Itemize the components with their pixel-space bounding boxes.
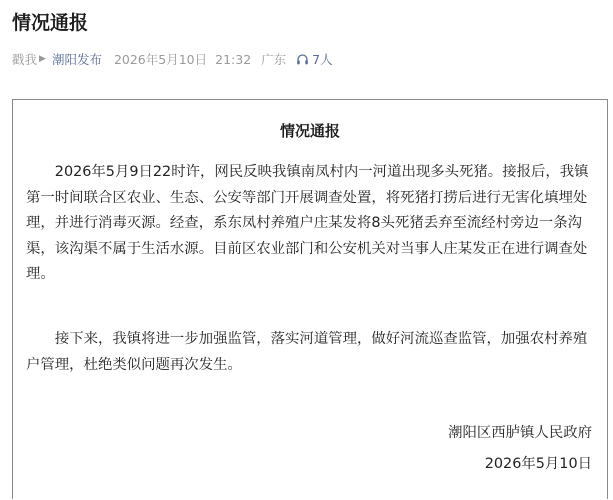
page-title: 情况通报 — [12, 12, 89, 34]
signature-organization: 潮阳区西胪镇人民政府 — [448, 425, 592, 441]
source-label[interactable]: 戳我 — [12, 52, 38, 67]
listen-button[interactable] — [296, 50, 332, 68]
publish-region: 广东 — [261, 52, 287, 67]
publish-time: 21:32 — [215, 51, 252, 67]
signature-date: 2026年5月10日 — [484, 456, 592, 472]
headphone-icon — [296, 53, 309, 66]
document-paragraph-2: 接下来，我镇将进一步加强监管，落实河道管理，做好河流巡查监管，加强农村养殖户管理，杜绝类似问题再次发生。 — [26, 331, 588, 373]
article-meta — [12, 50, 333, 68]
play-arrow-icon: ▶ — [39, 54, 46, 64]
publish-date: 2026年5月10日 — [113, 52, 208, 67]
document-paragraph-1: 2026年5月9日22时许，网民反映我镇南凤村内一河道出现多头死猪。接报后，我镇第一时间联合区农业、生态、公安等部门开展调查处置，将死猪打捞后进行无害化填埋处理，并进行消毒灭源。经查，系东凤村养殖户庄某发将8头死猪丢弃至流经村旁边一条沟渠，该沟渠不属于生活水源。目前区农业部门和公安机关对当事人庄某发正在进行调查处理。 — [26, 164, 589, 282]
author-link[interactable]: 潮阳发布 — [51, 52, 102, 67]
notice-document — [12, 99, 608, 499]
document-title: 情况通报 — [279, 122, 340, 140]
listener-count: 7人 — [312, 52, 333, 67]
